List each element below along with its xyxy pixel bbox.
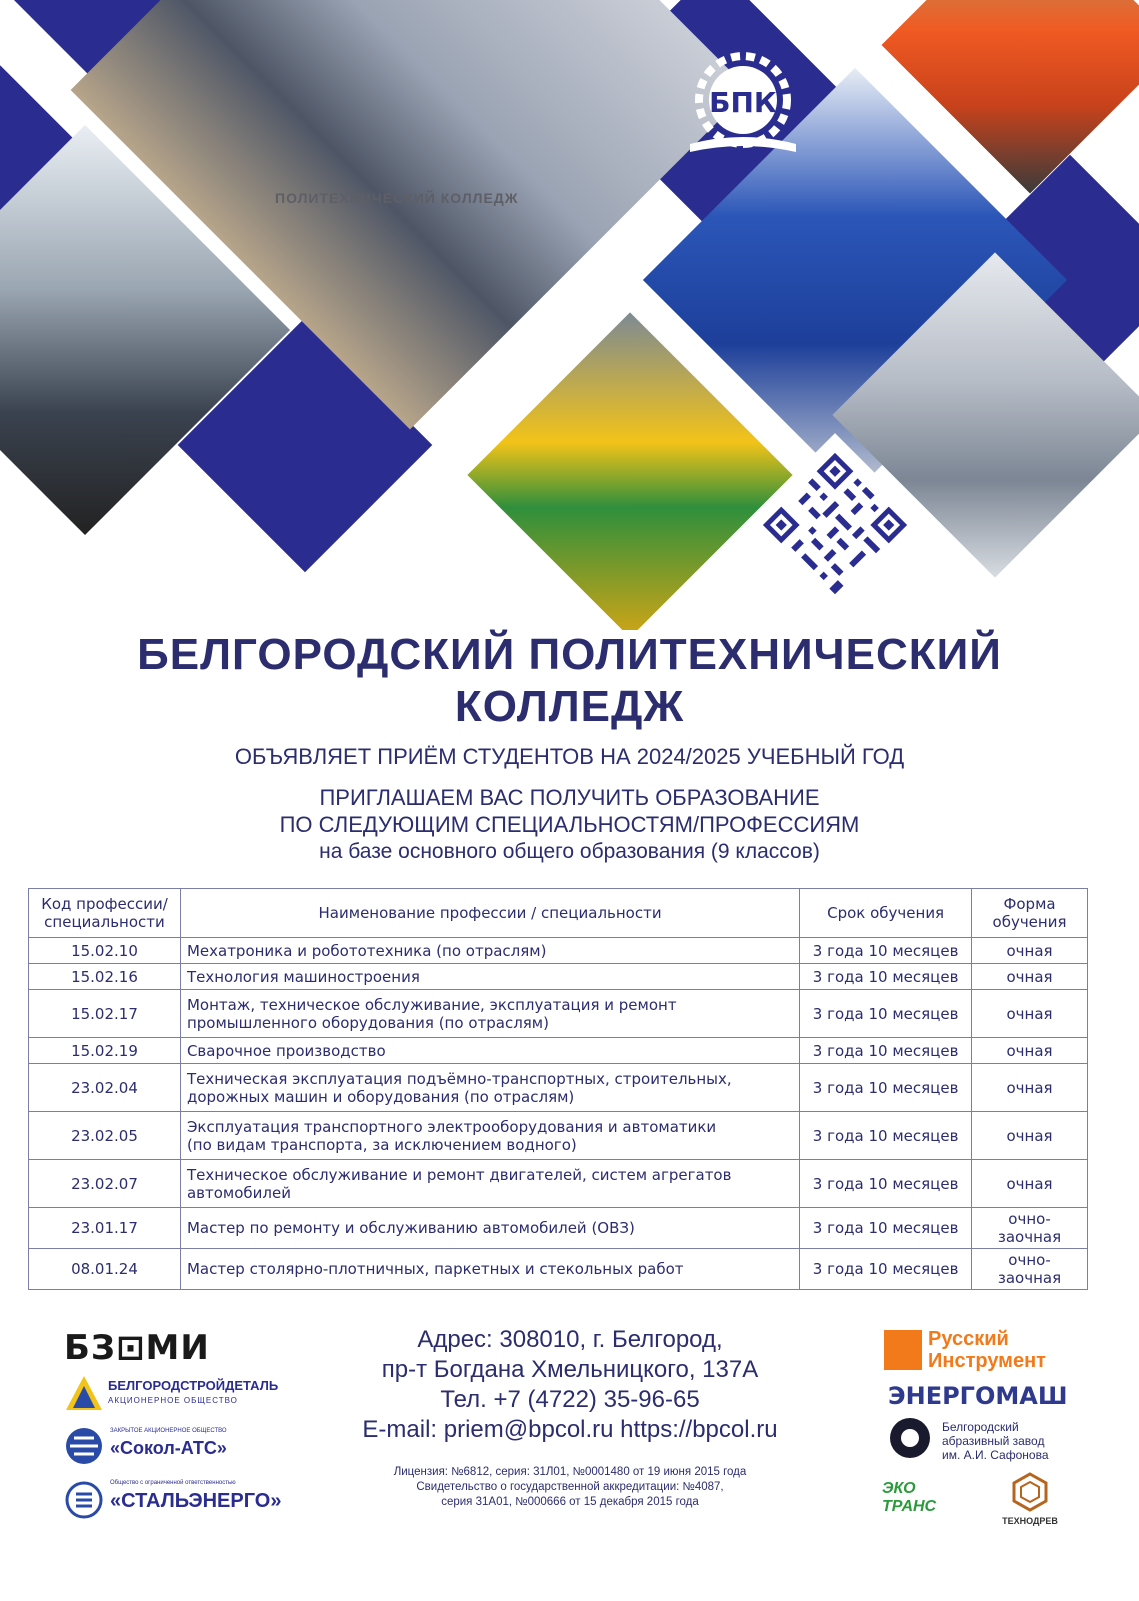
form-cell: очная: [972, 964, 1088, 990]
address-line1: Адрес: 308010, г. Белгород,: [417, 1326, 723, 1353]
table-row: [29, 1208, 1088, 1249]
code-cell: 23.01.17: [29, 1208, 181, 1249]
form-cell: очная: [972, 1038, 1088, 1064]
term-cell: 3 года 10 месяцев: [800, 1160, 972, 1208]
form-cell: очная: [972, 1064, 1088, 1112]
ri-logo-icon: [884, 1330, 922, 1370]
code-cell: 08.01.24: [29, 1249, 181, 1290]
partner-logo-russkiy-instrument: Русский Инструмент: [884, 1328, 1084, 1374]
header-form: Форма обучения: [972, 889, 1088, 938]
code-cell: 15.02.10: [29, 938, 181, 964]
name-cell: Техническая эксплуатация подъёмно-транспортных, строительных, дорожных машин и оборудования (по отраслям): [180, 1064, 799, 1112]
term-cell: 3 года 10 месяцев: [800, 964, 972, 990]
table-row: [29, 1112, 1088, 1160]
code-cell: 23.02.04: [29, 1064, 181, 1112]
name-cell: Эксплуатация транспортного электрооборудования и автоматики (по видам транспорта, за исключением водного): [180, 1112, 799, 1160]
form-cell: очная: [972, 1112, 1088, 1160]
tehnodrev-logo-icon: [1010, 1472, 1050, 1512]
baz-logo-icon: [888, 1416, 932, 1460]
education-basis: на базе основного общего образования (9 классов): [319, 840, 820, 863]
triangle-logo-icon: [64, 1374, 104, 1412]
invite-line2: ПО СЛЕДУЮЩИМ СПЕЦИАЛЬНОСТЯМ/ПРОФЕССИЯМ: [279, 812, 860, 837]
college-name-line1: БЕЛГОРОДСКИЙ ПОЛИТЕХНИЧЕСКИЙ: [137, 630, 1002, 679]
name-cell: Монтаж, техническое обслуживание, эксплуатация и ремонт промышленного оборудования (по отраслям): [180, 990, 799, 1038]
table-row: [29, 938, 1088, 964]
partner-logo-ecotrans: ЭКО ТРАНС: [882, 1480, 937, 1515]
license-line1: Лицензия: №6812, серия: 31Л01, №0001480 от 19 июня 2015 года: [393, 1466, 747, 1478]
invite-line1: ПРИГЛАШАЕМ ВАС ПОЛУЧИТЬ ОБРАЗОВАНИЕ: [319, 785, 820, 810]
term-cell: 3 года 10 месяцев: [800, 1038, 972, 1064]
form-cell: очно-заочная: [972, 1208, 1088, 1249]
email-website[interactable]: E-mail: priem@bpcol.ru https://bpcol.ru: [362, 1416, 778, 1443]
form-cell: очная: [972, 990, 1088, 1038]
table-row: [29, 1064, 1088, 1112]
table-row: [29, 1160, 1088, 1208]
name-cell: Мехатроника и робототехника (по отраслям): [180, 938, 799, 964]
table-row: [29, 1249, 1088, 1290]
form-cell: очная: [972, 1160, 1088, 1208]
college-logo: [668, 52, 818, 162]
stalenergo-logo-icon: [64, 1480, 104, 1520]
partner-logo-belgorodstroydetal: БЕЛГОРОДСТРОЙДЕТАЛЬ АКЦИОНЕРНОЕ ОБЩЕСТВО: [64, 1374, 284, 1414]
code-cell: 15.02.16: [29, 964, 181, 990]
table-row: [29, 964, 1088, 990]
term-cell: 3 года 10 месяцев: [800, 1064, 972, 1112]
announcement: ОБЪЯВЛЯЕТ ПРИЁМ СТУДЕНТОВ НА 2024/2025 УЧЕБНЫЙ ГОД: [234, 744, 905, 769]
college-name-line2: КОЛЛЕДЖ: [454, 682, 685, 731]
code-cell: 15.02.19: [29, 1038, 181, 1064]
partner-logo-tehnodrev: ТЕХНОДРЕВ: [990, 1472, 1070, 1532]
name-cell: Мастер по ремонту и обслуживанию автомобилей (ОВЗ): [180, 1208, 799, 1249]
table-header-row: [29, 889, 1088, 938]
address-line2: пр-т Богдана Хмельницкого, 137А: [381, 1356, 759, 1383]
photo-collage: [0, 0, 1139, 630]
partner-logo-energomash: ЭНЕРГОМАШ: [888, 1382, 1068, 1410]
license-line3: серия 31А01, №000666 от 15 декабря 2015 года: [441, 1496, 699, 1508]
specialties-table: [28, 888, 1088, 1290]
form-cell: очная: [972, 938, 1088, 964]
code-cell: 23.02.07: [29, 1160, 181, 1208]
term-cell: 3 года 10 месяцев: [800, 1112, 972, 1160]
term-cell: 3 года 10 месяцев: [800, 1208, 972, 1249]
partner-logo-abrasive-plant: Белгородский абразивный завод им. А.И. Сафонова: [888, 1416, 1088, 1466]
term-cell: 3 года 10 месяцев: [800, 1249, 972, 1290]
header-name: Наименование профессии / специальности: [180, 889, 799, 938]
logo-text: БПК: [709, 86, 777, 119]
term-cell: 3 года 10 месяцев: [800, 990, 972, 1038]
code-cell: 23.02.05: [29, 1112, 181, 1160]
qr-code[interactable]: [740, 430, 930, 620]
form-cell: очно-заочная: [972, 1249, 1088, 1290]
name-cell: Технология машиностроения: [180, 964, 799, 990]
partner-logo-stalenergo: Общество с ограниченной ответственностью «СТАЛЬЭНЕРГО»: [64, 1478, 284, 1522]
header-code: Код профессии/ специальности: [29, 889, 181, 938]
table-row: [29, 1038, 1088, 1064]
phone[interactable]: Тел. +7 (4722) 35-96-65: [440, 1386, 700, 1413]
partner-logo-sokol-ats: ЗАКРЫТОЕ АКЦИОНЕРНОЕ ОБЩЕСТВО «Сокол-АТС»: [64, 1424, 284, 1468]
building-sign: ПОЛИТЕХНИЧЕСКИЙ КОЛЛЕДЖ: [275, 190, 519, 206]
code-cell: 15.02.17: [29, 990, 181, 1038]
term-cell: 3 года 10 месяцев: [800, 938, 972, 964]
table-row: [29, 990, 1088, 1038]
license-line2: Свидетельство о государственной аккредитации: №4087,: [416, 1481, 724, 1493]
sokol-logo-icon: [64, 1426, 104, 1466]
name-cell: Техническое обслуживание и ремонт двигателей, систем агрегатов автомобилей: [180, 1160, 799, 1208]
header-term: Срок обучения: [800, 889, 972, 938]
name-cell: Сварочное производство: [180, 1038, 799, 1064]
name-cell: Мастер столярно-плотничных, паркетных и стекольных работ: [180, 1249, 799, 1290]
partner-logo-bzmi: БЗ⊡МИ: [64, 1328, 210, 1368]
